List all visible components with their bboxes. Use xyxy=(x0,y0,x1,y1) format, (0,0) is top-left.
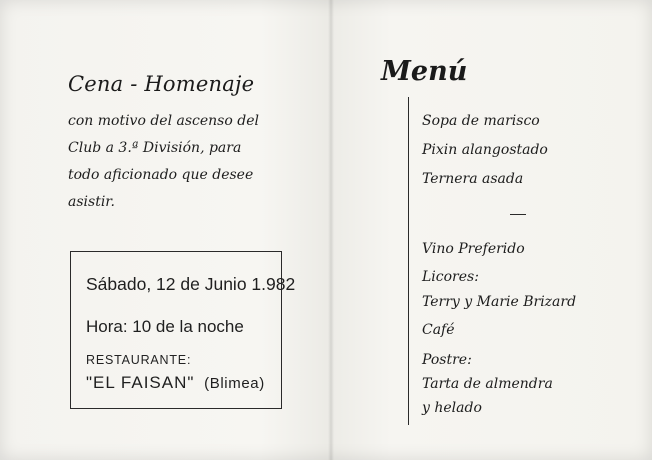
menu-vertical-rule xyxy=(408,97,409,425)
menu-item-veal: Ternera asada xyxy=(422,171,524,187)
menu-item-liquors-label: Licores: xyxy=(422,269,479,285)
invitation-text xyxy=(68,108,298,216)
invitation-line: todo aficionado que desee xyxy=(68,167,254,183)
venue-label: RESTAURANTE: xyxy=(86,353,192,367)
invitation-line: Club a 3.ª División, para xyxy=(68,140,242,156)
menu-item-cake: Tarta de almendra xyxy=(422,376,553,392)
menu-item-soup: Sopa de marisco xyxy=(422,113,540,129)
menu-item-wine: Vino Preferido xyxy=(422,241,525,257)
venue-location: (Blimea) xyxy=(204,375,265,392)
event-time: Hora: 10 de la noche xyxy=(86,317,244,336)
menu-separator-dash xyxy=(510,214,526,215)
menu-item-liquors: Terry y Marie Brizard xyxy=(422,294,577,310)
menu-item-fish: Pixin alangostado xyxy=(422,142,548,158)
event-info-box xyxy=(70,251,296,409)
invitation-line: asistir. xyxy=(68,194,115,210)
menu-title: Menú xyxy=(381,56,468,87)
menu-item-coffee: Café xyxy=(422,322,455,338)
menu-item-icecream: y helado xyxy=(422,400,482,416)
menu-item-dessert-label: Postre: xyxy=(422,352,472,368)
card-fold xyxy=(328,0,334,460)
invitation-title: Cena - Homenaje xyxy=(68,72,255,96)
invitation-line: con motivo del ascenso del xyxy=(68,113,259,129)
venue xyxy=(86,373,265,393)
event-date: Sábado, 12 de Junio 1.982 xyxy=(86,274,296,294)
venue-name: "EL FAISAN" xyxy=(86,373,195,392)
